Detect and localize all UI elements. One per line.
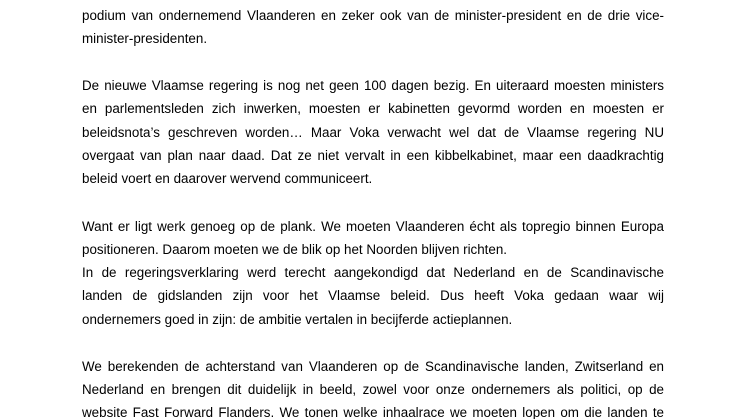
text-line-10: In de regeringsverklaring werd terecht aangekondigd dat Nederland en de Scandinavische xyxy=(82,265,664,280)
text-line-13: We berekenden de achterstand van Vlaanderen op de Scandinavische landen, Zwitserland en xyxy=(82,359,664,374)
text-line-14: Nederland en brengen dit duidelijk in beeld, zowel voor onze ondernemers als politici, op de xyxy=(82,382,664,397)
text-line-8: Want er ligt werk genoeg op de plank. We moeten Vlaanderen écht als topregio binnen Europa xyxy=(82,219,664,234)
text-line-4: en parlementsleden zich inwerken, moesten er kabinetten gevormd worden en moesten er xyxy=(82,101,664,116)
text-line-5: beleidsnota’s geschreven worden… Maar Voka verwacht wel dat de Vlaamse regering NU xyxy=(82,125,664,140)
text-line-9: positioneren. Daarom moeten we de blik op het Noorden blijven richten. xyxy=(82,242,508,257)
text-line-11: landen de gidslanden zijn voor het Vlaamse beleid. Dus heeft Voka gedaan waar wij xyxy=(82,288,664,303)
text-line-12: ondernemers goed in zijn: de ambitie vertalen in becijferde actieplannen. xyxy=(82,312,513,327)
text-line-3: De nieuwe Vlaamse regering is nog net geen 100 dagen bezig. En uiteraard moesten ministers xyxy=(82,78,664,93)
text-line-6: overgaat van plan naar daad. Dat ze niet vervalt in een kibbelkabinet, maar een daadkrachtig xyxy=(82,148,664,163)
text-line-15: website Fast Forward Flanders. We tonen welke inhaalrace we moeten lopen om die landen te xyxy=(82,405,664,419)
text-line-1: podium van ondernemend Vlaanderen en zeker ook van de minister-president en de drie vice- xyxy=(82,8,664,23)
text-line-7: beleid voert en daarover wervend communiceert. xyxy=(82,171,373,186)
text-line-2: minister-presidenten. xyxy=(82,31,208,46)
